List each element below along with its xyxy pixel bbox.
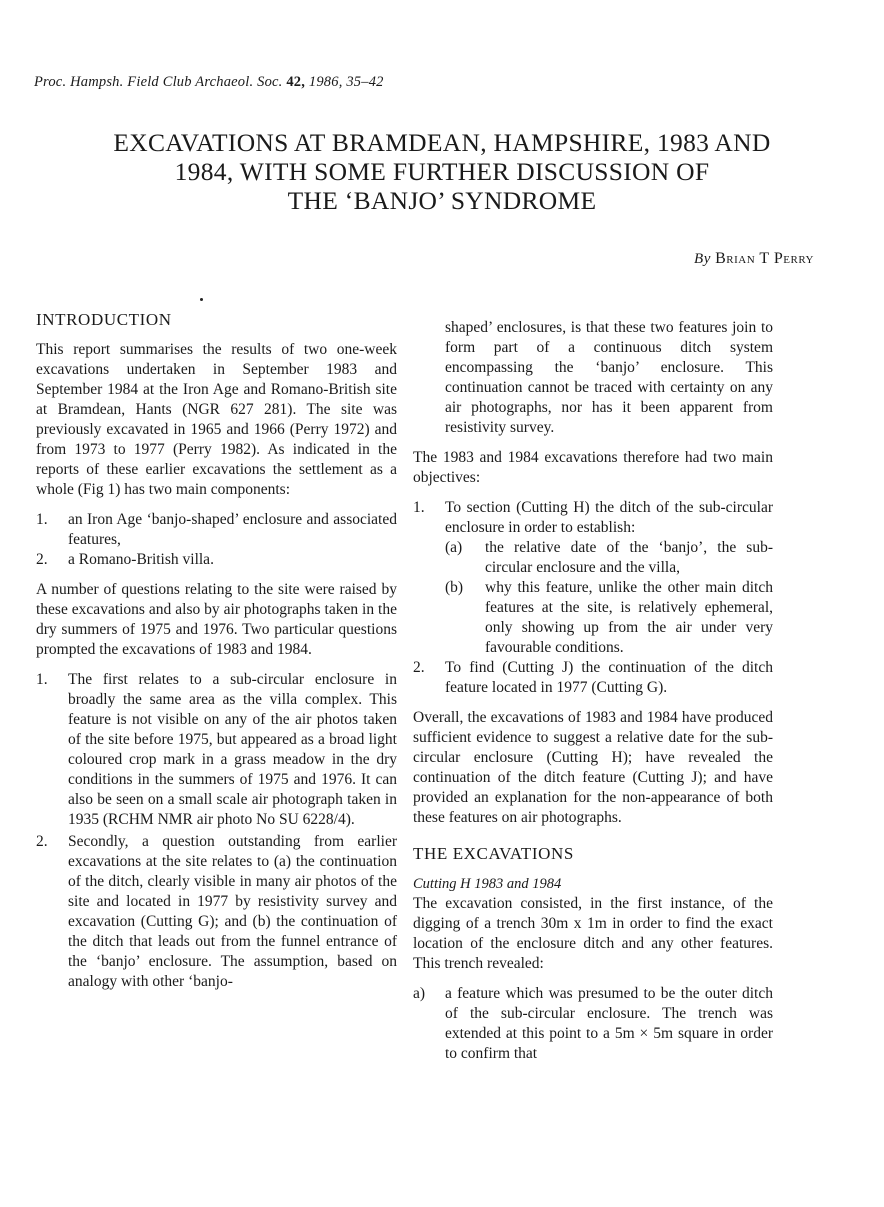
list-item-text: a feature which was presumed to be the outer ditch of the sub-circular enclosure. The trench was extended at this point to a 5m × 5m square in order to confirm that	[445, 985, 773, 1062]
questions-paragraph: A number of questions relating to the site were raised by these excavations and also by air photographs taken in the dry summers of 1975 and 1976. Two particular questions prompted the excavations of 1983 and 1984.	[36, 581, 397, 658]
left-column	[36, 300, 397, 1002]
list-item	[36, 832, 397, 992]
sub-list-item	[413, 578, 773, 658]
sub-list	[413, 538, 773, 658]
list-marker: 2.	[36, 551, 48, 568]
objectives-paragraph: The 1983 and 1984 excavations therefore had two main objectives:	[413, 449, 773, 486]
list-item	[36, 550, 397, 570]
list-marker: 2.	[413, 659, 425, 676]
right-column	[413, 318, 773, 1074]
list-item-text: To section (Cutting H) the ditch of the sub-circular enclosure in order to establish:	[445, 499, 773, 536]
sub-list-item-text: the relative date of the ‘banjo’, the sub-circular enclosure and the villa,	[485, 539, 773, 576]
list-item-text: a Romano-British villa.	[68, 551, 214, 568]
revealed-list	[413, 984, 773, 1064]
title-line: EXCAVATIONS AT BRAMDEAN, HAMPSHIRE, 1983 AND	[113, 128, 771, 157]
sub-list-item-text: why this feature, unlike the other main ditch features at the site, is relatively ephemeral, only showing up from the air under very favourable conditions.	[485, 579, 773, 656]
list-item-text: an Iron Age ‘banjo-shaped’ enclosure and associated features,	[68, 511, 397, 548]
journal-citation	[34, 74, 384, 91]
list-marker: 2.	[36, 833, 48, 850]
list-marker: 1.	[36, 511, 48, 528]
author-name: Brian T Perry	[715, 250, 814, 267]
list-item	[36, 510, 397, 550]
list-item	[413, 658, 773, 698]
journal-name: Proc. Hampsh. Field Club Archaeol. Soc.	[34, 74, 283, 90]
journal-volume: 42,	[286, 74, 306, 90]
intro-paragraph: This report summarises the results of two one-week excavations undertaken in September 1983 and September 1984 at the Iron Age and Romano-British site at Bramdean, Hants (NGR 627 281). The site was previously excavated in 1965 and 1966 (Perry 1972) and from 1973 to 1977 (Perry 1982). As indicated in the reports of these earlier excavations the settlement as a whole (Fig 1) has two main components:	[36, 341, 397, 498]
list-marker: a)	[413, 985, 426, 1002]
list-item	[413, 498, 773, 658]
byline-by: By	[694, 251, 711, 267]
title-line: THE ‘BANJO’ SYNDROME	[287, 186, 597, 215]
byline	[0, 250, 814, 268]
title-line: 1984, WITH SOME FURTHER DISCUSSION OF	[174, 157, 710, 186]
list-item-text: The first relates to a sub-circular enclosure in broadly the same area as the villa complex. This feature is not visible on any of the air photos taken of the site before 1975, but appeared as a broad light coloured crop mark in a grass meadow in the dry conditions in the summers of 1975 and 1976. It can also be seen on a small scale air photograph taken in 1935 (RCHM NMR air photo No SU 6228/4).	[68, 671, 397, 828]
list-marker: 1.	[36, 671, 48, 688]
article-title	[40, 128, 844, 215]
list-item	[36, 670, 397, 830]
objectives-list	[413, 498, 773, 698]
sub-list-marker: (b)	[445, 579, 464, 596]
sub-list-marker: (a)	[445, 539, 463, 556]
list-item-text: Secondly, a question outstanding from earlier excavations at the site relates to (a) the continuation of the ditch, clearly visible in many air photos of the site and located in 1977 by resistivity survey and excavation (Cutting G); and (b) the continuation of the ditch that leads out from the funnel entrance of the ‘banjo’ enclosure. The assumption, based on analogy with other ‘banjo-	[68, 833, 397, 990]
overall-paragraph: Overall, the excavations of 1983 and 1984 have produced sufficient evidence to suggest a relative date for the sub-circular enclosure (Cutting H); have revealed the continuation of the ditch feature (Cutting J); and have provided an explanation for the non-appearance of both these features on air photographs.	[413, 709, 773, 826]
excavation-paragraph: The excavation consisted, in the first instance, of the digging of a trench 30m x 1m in order to find the exact location of the enclosure ditch and any other features. This trench revealed:	[413, 895, 773, 972]
list-item-text: To find (Cutting J) the continuation of the ditch feature located in 1977 (Cutting G).	[445, 659, 773, 696]
list-marker: 1.	[413, 499, 425, 516]
questions-list	[36, 670, 397, 992]
section-heading-excavations: THE EXCAVATIONS	[413, 844, 574, 863]
components-list	[36, 510, 397, 570]
subheading-cutting-h: Cutting H 1983 and 1984	[413, 876, 562, 892]
list-item	[413, 984, 773, 1064]
continued-paragraph: shaped’ enclosures, is that these two features join to form part of a continuous ditch system encompassing the ‘banjo’ enclosure. This continuation cannot be traced with certainty on any air photographs, nor has it been apparent from resistivity survey.	[445, 319, 773, 436]
section-heading-introduction: INTRODUCTION	[36, 310, 172, 329]
sub-list-item	[413, 538, 773, 578]
journal-year-pages: 1986, 35–42	[308, 74, 384, 90]
